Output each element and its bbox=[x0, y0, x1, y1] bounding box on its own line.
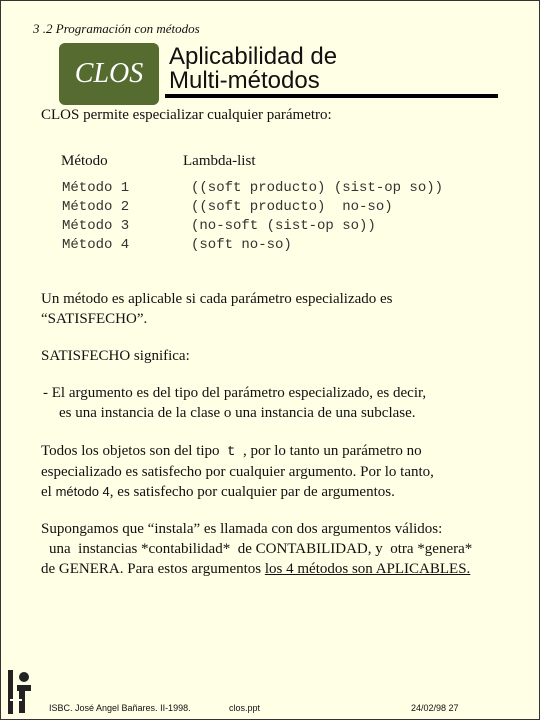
table-header-method: Método bbox=[61, 153, 108, 169]
intro-text: CLOS permite especializar cualquier parámetro: bbox=[41, 107, 332, 123]
table-row-method: Método 2 bbox=[62, 199, 130, 215]
para-line bbox=[41, 441, 434, 462]
table-row-method: Método 1 bbox=[62, 180, 130, 196]
clos-logo-box bbox=[59, 43, 159, 105]
para-line: Un método es aplicable si cada parámetro especializado es bbox=[41, 291, 393, 307]
example-paragraph bbox=[41, 519, 472, 579]
table-row-lambda: ((soft producto) (sist-op so)) bbox=[191, 180, 444, 196]
satisfecho-heading: SATISFECHO significa: bbox=[41, 348, 190, 364]
table-row-lambda: (soft no-so) bbox=[191, 237, 292, 253]
footer-credit: ISBC. José Angel Bañares. II-1998. bbox=[49, 703, 191, 713]
footer-file: clos.ppt bbox=[229, 703, 261, 713]
slide-title bbox=[169, 45, 337, 93]
para-line: una instancias *contabilidad* de CONTABILIDAD, y otra *genera* bbox=[49, 541, 473, 557]
text: de GENERA. Para estos argumentos bbox=[41, 561, 262, 577]
title-underline bbox=[165, 94, 498, 98]
satisfecho-definition bbox=[43, 383, 426, 423]
table-row-method: Método 3 bbox=[62, 218, 130, 234]
method-4-ref: método 4 bbox=[55, 484, 110, 499]
text: , por lo tanto un parámetro no bbox=[242, 443, 422, 459]
type-t-paragraph bbox=[41, 441, 434, 502]
table-header-lambda: Lambda-list bbox=[183, 153, 256, 169]
lambda-column bbox=[191, 179, 443, 255]
para-line bbox=[41, 559, 472, 579]
text: , es satisfecho por cualquier par de argumentos. bbox=[109, 484, 395, 500]
footer-date-page: 24/02/98 27 bbox=[411, 703, 459, 713]
logo-text: CLOS bbox=[74, 58, 144, 89]
type-t: t bbox=[227, 444, 236, 460]
para-line bbox=[41, 482, 434, 502]
table-row-lambda: ((soft producto) no-so) bbox=[191, 199, 393, 215]
title-line-2: Multi-métodos bbox=[169, 67, 320, 94]
para-line: es una instancia de la clase o una instancia de una subclase. bbox=[59, 405, 416, 421]
text: el bbox=[41, 484, 52, 500]
text: Todos los objetos son del tipo bbox=[41, 443, 220, 459]
para-line: “SATISFECHO”. bbox=[41, 311, 148, 327]
applicability-paragraph bbox=[41, 289, 393, 329]
title-line-1: Aplicabilidad de bbox=[169, 43, 338, 70]
para-line: - El argumento es del tipo del parámetro especializado, es decir, bbox=[43, 385, 427, 401]
para-line: especializado es satisfecho por cualquier argumento. Por lo tanto, bbox=[41, 464, 434, 480]
method-column bbox=[62, 179, 129, 255]
i-figure-icon bbox=[7, 669, 33, 715]
applicable-underlined: los 4 métodos son APLICABLES. bbox=[264, 561, 471, 577]
table-row-method: Método 4 bbox=[62, 237, 130, 253]
para-line: Supongamos que “instala” es llamada con dos argumentos válidos: bbox=[41, 521, 443, 537]
section-heading: 3 .2 Programación con métodos bbox=[33, 21, 200, 36]
table-row-lambda: (no-soft (sist-op so)) bbox=[191, 218, 376, 234]
